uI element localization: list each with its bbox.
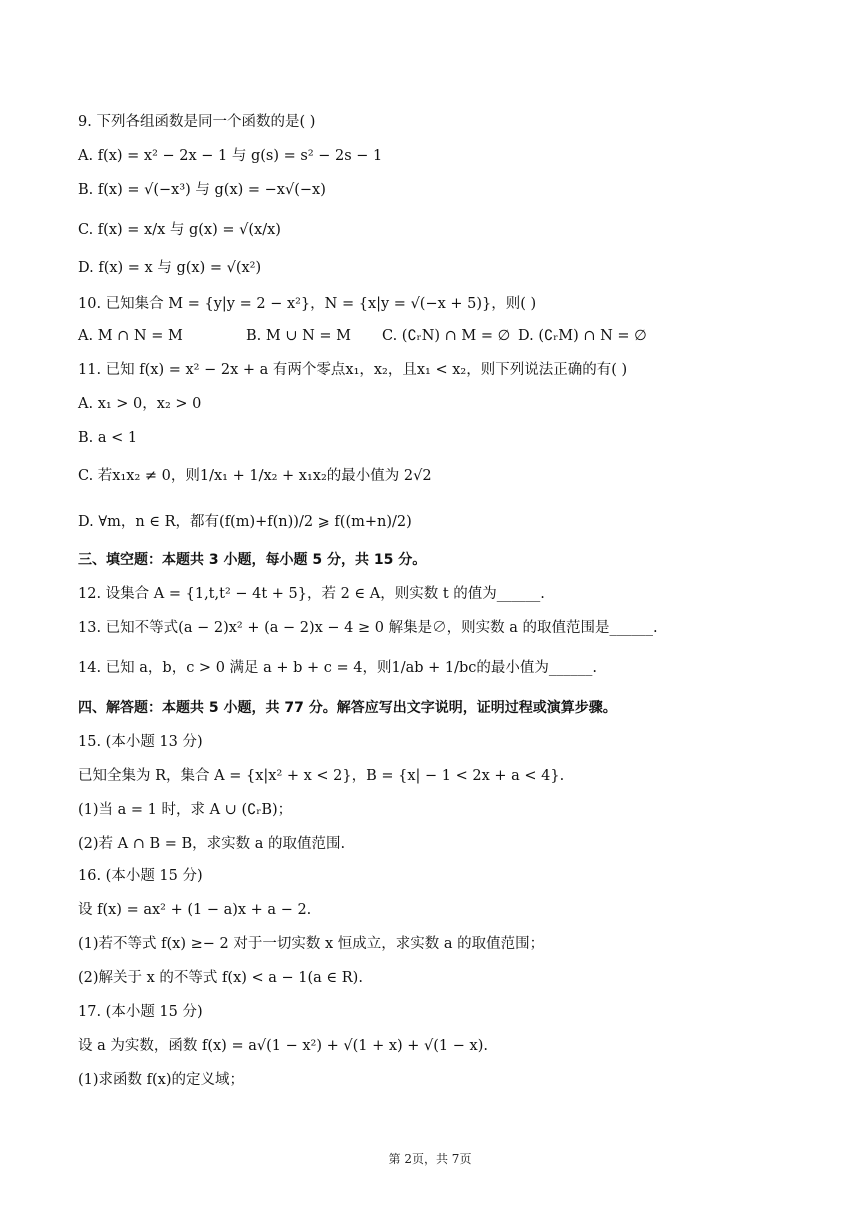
- q16-part-2: (2)解关于 x 的不等式 f(x) < a − 1(a ∈ R).: [78, 970, 363, 986]
- q10-option-c: C. (∁ᵣN) ∩ M = ∅: [382, 328, 511, 344]
- q11-option-c: C. 若x₁x₂ ≠ 0，则1/x₁ + 1/x₂ + x₁x₂的最小值为 2√2: [78, 468, 432, 484]
- q16-stem: 设 f(x) = ax² + (1 − a)x + a − 2.: [78, 902, 312, 918]
- q9-option-a: A. f(x) = x² − 2x − 1 与 g(s) = s² − 2s − 1: [78, 148, 383, 164]
- q11-option-d: D. ∀m，n ∈ R，都有(f(m)+f(n))/2 ⩾ f((m+n)/2): [78, 514, 412, 530]
- q10-option-d: D. (∁ᵣM) ∩ N = ∅: [518, 328, 647, 344]
- q11-option-b: B. a < 1: [78, 430, 138, 446]
- q11-stem: 11. 已知 f(x) = x² − 2x + a 有两个零点x₁，x₂，且x₁ < x₂，则下列说法正确的有( ): [78, 362, 628, 378]
- q17-stem: 设 a 为实数，函数 f(x) = a√(1 − x²) + √(1 + x) + √(1 − x).: [78, 1038, 488, 1054]
- q16-head: 16. (本小题 15 分): [78, 868, 203, 884]
- q10-stem: 10. 已知集合 M = {y|y = 2 − x²}，N = {x|y = √(−x + 5)}，则( ): [78, 296, 537, 312]
- q15-head: 15. (本小题 13 分): [78, 734, 203, 750]
- q13-text: 13. 已知不等式(a − 2)x² + (a − 2)x − 4 ≥ 0 解集是∅，则实数 a 的取值范围是______.: [78, 620, 658, 636]
- q15-part-1: (1)当 a = 1 时，求 A ∪ (∁ᵣB)；: [78, 802, 293, 818]
- q15-part-2: (2)若 A ∩ B = B，求实数 a 的取值范围.: [78, 836, 346, 852]
- q14-text: 14. 已知 a，b，c > 0 满足 a + b + c = 4，则1/ab + 1/bc的最小值为______.: [78, 660, 598, 676]
- q17-head: 17. (本小题 15 分): [78, 1004, 203, 1020]
- q10-option-b: B. M ∪ N = M: [246, 328, 351, 344]
- q10-option-a: A. M ∩ N = M: [78, 328, 183, 344]
- q15-stem: 已知全集为 R，集合 A = {x|x² + x < 2}，B = {x| − 1 < 2x + a < 4}.: [78, 768, 565, 784]
- q9-option-c: C. f(x) = x/x 与 g(x) = √(x/x): [78, 222, 281, 238]
- section-3-heading: 三、填空题：本题共 3 小题，每小题 5 分，共 15 分。: [78, 552, 427, 568]
- q11-option-a: A. x₁ > 0，x₂ > 0: [78, 396, 202, 412]
- q9-stem: 9. 下列各组函数是同一个函数的是( ): [78, 114, 316, 130]
- q17-part-1: (1)求函数 f(x)的定义域；: [78, 1072, 245, 1088]
- q12-text: 12. 设集合 A = {1,t,t² − 4t + 5}，若 2 ∈ A，则实数 t 的值为______.: [78, 586, 545, 602]
- q9-option-d: D. f(x) = x 与 g(x) = √(x²): [78, 260, 262, 276]
- page-footer: 第 2页，共 7页: [388, 1152, 472, 1166]
- section-4-heading: 四、解答题：本题共 5 小题，共 77 分。解答应写出文字说明，证明过程或演算步骤。: [78, 700, 617, 716]
- q16-part-1: (1)若不等式 f(x) ≥− 2 对于一切实数 x 恒成立，求实数 a 的取值范围；: [78, 936, 545, 952]
- q9-option-b: B. f(x) = √(−x³) 与 g(x) = −x√(−x): [78, 182, 326, 198]
